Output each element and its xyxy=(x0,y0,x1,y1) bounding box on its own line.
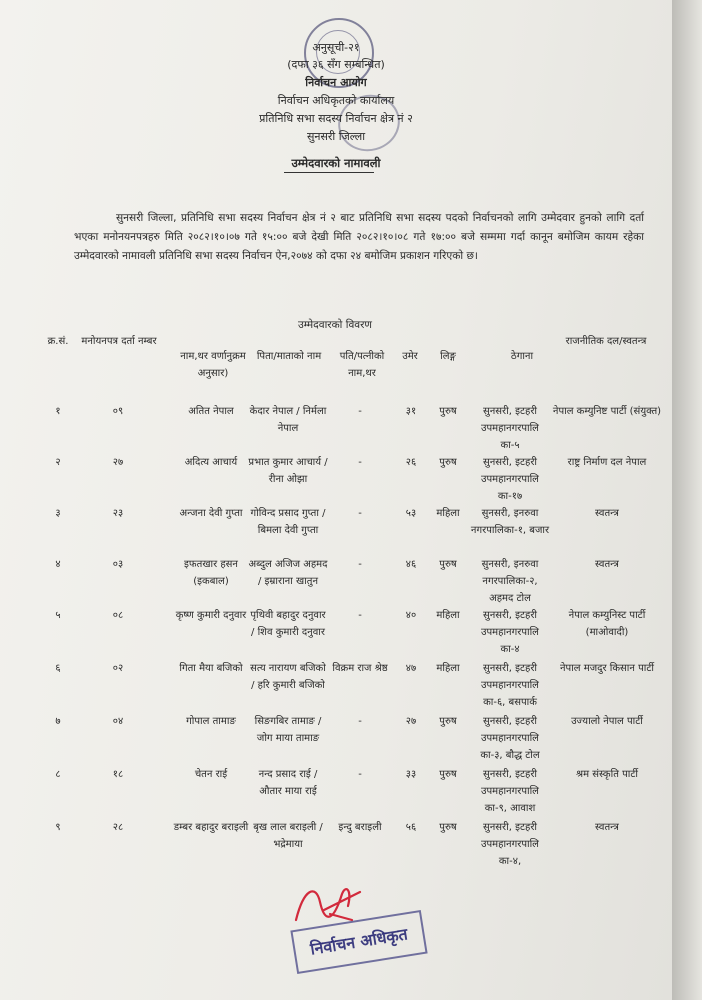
row-age: ३३ xyxy=(405,769,417,780)
returning-officer-stamp: निर्वाचन अधिकृत xyxy=(290,910,427,974)
row-name: अतित नेपाल xyxy=(188,406,234,417)
row-reg: ०९ xyxy=(112,406,124,417)
row-party: राष्ट्र निर्माण दल नेपाल xyxy=(567,457,647,468)
row-gender: पुरुष xyxy=(439,769,457,780)
row-name: कृष्ण कुमारी दनुवार xyxy=(175,610,247,621)
col-header-age: उमेर xyxy=(402,351,418,362)
row-parents: सिङगबिर तामाङ / जोग माया तामाङ xyxy=(254,716,322,744)
col-header-spouse: पति/पत्नीको नाम,थर xyxy=(339,351,385,379)
row-party: नेपाल कम्युनिष्ट पार्टी (संयुक्त) xyxy=(552,406,662,417)
row-spouse: - xyxy=(358,610,362,621)
table-group-label: उम्मेदवारको विवरण xyxy=(298,319,373,331)
page-title: उम्मेदवारको नामावली xyxy=(291,156,381,170)
intro-paragraph: सुनसरी जिल्ला, प्रतिनिधि सभा सदस्य निर्वाचन क्षेत्र नं २ बाट प्रतिनिधि सभा सदस्य पदको निर्वाचनको लागि उम्मेदवार हुनको लागि दर्ता भएका मनोनयनपत्रहरु मिति २०८२।१०।०७ गते १५:०० बजे देखी मिति २०८२।१०।०८ गते १७:०० बजे सम्ममा गर्दा कानून बमोजिम कायम रहेका उम्मेदवारको नामावली प्रतिनिधि सभा सदस्य निर्वाचन ऐन,२०७४ को दफा २४ बमोजिम प्रकाशन गरिएको छ। xyxy=(74,212,644,262)
row-address: सुनसरी, इटहरी उपमहानगरपालि का-४, xyxy=(481,822,539,867)
row-reg: २३ xyxy=(112,508,124,519)
col-header-parents: पिता/माताको नाम xyxy=(256,351,322,362)
row-name: अदित्य आचार्य xyxy=(184,457,238,468)
row-parents: नन्द प्रसाद राई / औतार माया राई xyxy=(258,769,318,797)
row-reg: २७ xyxy=(112,457,124,468)
row-sn: ६ xyxy=(55,663,61,674)
row-party: नेपाल कम्युनिस्ट पार्टी (माओवादी) xyxy=(568,610,646,638)
commission-name: निर्वाचन आयोग xyxy=(305,76,367,89)
row-sn: ५ xyxy=(55,610,61,621)
row-sn: ९ xyxy=(55,822,61,833)
title-underline xyxy=(284,172,374,173)
district-name: सुनसरी जिल्ला xyxy=(306,130,366,143)
row-age: ३१ xyxy=(405,406,417,417)
col-header-sn: क्र.सं. xyxy=(47,336,69,347)
row-address: सुनसरी, इटहरी उपमहानगरपालि का-५ xyxy=(481,406,539,451)
row-reg: ०४ xyxy=(112,716,124,727)
row-spouse: - xyxy=(358,457,362,468)
row-party: श्रम संस्कृति पार्टी xyxy=(576,769,638,780)
row-name: डम्बर बहादुर बराइली xyxy=(173,822,249,833)
row-name: अन्जना देवी गुप्ता xyxy=(179,508,243,519)
row-age: २६ xyxy=(405,457,417,468)
row-party: स्वतन्त्र xyxy=(595,559,619,570)
row-gender: महिला xyxy=(436,663,460,674)
row-age: ४६ xyxy=(405,559,417,570)
row-parents: अब्दुल अजिज अहमद / इम्राराना खातुन xyxy=(248,559,328,587)
row-parents: गोविन्द प्रसाद गुप्ता / बिमला देवी गुप्ता xyxy=(250,508,326,536)
row-name: गिता मैया बजिको xyxy=(179,663,243,674)
col-header-name: नाम,थर वर्णानुक्रम अनुसार) xyxy=(180,351,246,379)
row-gender: महिला xyxy=(436,508,460,519)
row-age: २७ xyxy=(405,716,417,727)
row-spouse: - xyxy=(358,406,362,417)
row-spouse: इन्दु बराइली xyxy=(338,822,382,833)
row-parents: सत्य नारायण बजिको / हरि कुमारी बजिको xyxy=(250,663,326,691)
row-reg: १८ xyxy=(112,769,124,780)
row-spouse: विक्रम राज श्रेष्ठ xyxy=(332,663,388,674)
row-reg: ०२ xyxy=(112,663,124,674)
row-address: सुनसरी, इटहरी उपमहानगरपालि का-४ xyxy=(481,610,539,655)
row-name: इफतखार हसन (इकबाल) xyxy=(184,559,238,587)
row-address: सुनसरी, इटहरी उपमहानगरपालि का-६, बसपार्क xyxy=(481,663,539,708)
row-reg: ०३ xyxy=(112,559,124,570)
row-parents: प्रभात कुमार आचार्य / रीना ओझा xyxy=(248,457,328,485)
row-sn: ७ xyxy=(55,716,61,727)
row-name: चेतन राई xyxy=(194,769,228,780)
row-address: सुनसरी, इनरुवा नगरपालिका-१, बजार xyxy=(470,508,550,536)
row-address: सुनसरी, इटहरी उपमहानगरपालि का-१७ xyxy=(481,457,539,502)
row-address: सुनसरी, इटहरी उपमहानगरपालि का-३, बौद्ध टोल xyxy=(480,716,540,761)
col-header-party: राजनीतिक दल/स्वतन्त्र xyxy=(565,336,647,347)
row-parents: पृथिवी बहादुर दनुवार / शिव कुमारी दनुवार xyxy=(250,610,326,638)
row-sn: ३ xyxy=(55,508,61,519)
row-age: ५६ xyxy=(405,822,417,833)
row-party: नेपाल मजदुर किसान पार्टी xyxy=(559,663,654,674)
row-reg: ०८ xyxy=(112,610,124,621)
col-header-reg: मनोयनपत्र दर्ता नम्बर xyxy=(81,336,157,347)
office-name: निर्वाचन अधिकृतको कार्यालय xyxy=(277,94,395,107)
row-age: ४० xyxy=(405,610,417,621)
second-page-edge xyxy=(672,0,702,1000)
row-party: स्वतन्त्र xyxy=(595,508,619,519)
row-spouse: - xyxy=(358,769,362,780)
row-reg: २८ xyxy=(112,822,124,833)
annex-label: अनुसूची-२१ xyxy=(312,41,360,54)
col-header-address: ठेगाना xyxy=(510,351,534,362)
row-gender: पुरुष xyxy=(439,559,457,570)
col-header-gender: लिङ्ग xyxy=(440,351,456,362)
row-spouse: - xyxy=(358,508,362,519)
row-address: सुनसरी, इनरुवा नगरपालिका-२, अहमद टोल xyxy=(481,559,539,604)
row-gender: महिला xyxy=(436,610,460,621)
row-sn: २ xyxy=(55,457,61,468)
row-parents: बृख लाल बराइली / भद्रेमाया xyxy=(253,822,323,850)
row-sn: ८ xyxy=(55,769,61,780)
row-party: स्वतन्त्र xyxy=(595,822,619,833)
row-spouse: - xyxy=(358,716,362,727)
row-party: उज्यालो नेपाल पार्टी xyxy=(571,716,643,727)
row-name: गोपाल तामाङ xyxy=(186,716,236,727)
row-sn: १ xyxy=(55,406,61,417)
row-gender: पुरुष xyxy=(439,457,457,468)
row-gender: पुरुष xyxy=(439,716,457,727)
row-parents: केदार नेपाल / निर्मला नेपाल xyxy=(249,406,327,434)
row-address: सुनसरी, इटहरी उपमहानगरपालि का-९, आवाश xyxy=(481,769,539,814)
constituency-name: प्रतिनिधि सभा सदस्य निर्वाचन क्षेत्र नं २ xyxy=(259,112,413,125)
row-age: ४७ xyxy=(405,663,417,674)
row-gender: पुरुष xyxy=(439,406,457,417)
row-gender: पुरुष xyxy=(439,822,457,833)
row-spouse: - xyxy=(358,559,362,570)
row-age: ५३ xyxy=(405,508,417,519)
section-reference: (दफा ३६ सँग सम्बन्धित) xyxy=(287,58,385,71)
row-sn: ४ xyxy=(55,559,61,570)
